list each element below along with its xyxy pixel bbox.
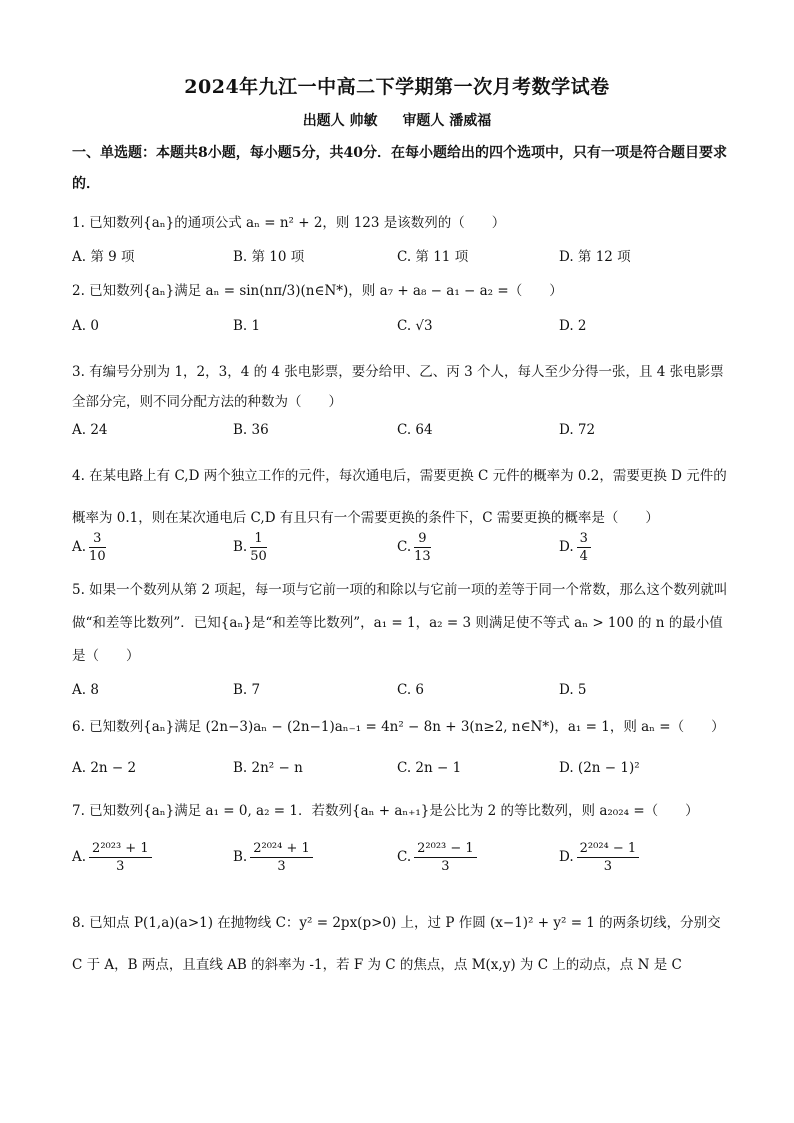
fraction xyxy=(414,530,431,565)
options-3 xyxy=(72,422,728,448)
question-3: 3. 有编号分别为 1，2，3，4 的 4 张电影票，要分给甲、乙、丙 3 个人，每人至少分得一张，且 4 张电影票全部分完，则不同分配方法的种数为（ ） xyxy=(72,364,724,410)
option-d: D. (2n − 1)² xyxy=(559,760,640,776)
denominator: 4 xyxy=(579,549,588,564)
options-1 xyxy=(72,245,728,271)
numerator: 1 xyxy=(250,530,267,548)
numerator: 2²⁰²⁴ + 1 xyxy=(250,840,313,858)
option-d: D. 72 xyxy=(559,422,596,438)
denominator: 13 xyxy=(414,549,431,564)
denominator: 3 xyxy=(603,859,613,874)
option-d xyxy=(559,530,594,565)
option-a: A. 8 xyxy=(72,682,99,698)
option-c xyxy=(397,530,434,565)
option-b: B. 1 xyxy=(233,318,261,334)
denominator: 10 xyxy=(89,549,106,564)
question-6: 6. 已知数列{aₙ}满足 (2n−3)aₙ − (2n−1)aₙ₋₁ = 4n² − 8n + 3(n≥2, n∈N*)，a₁ = 1，则 aₙ =（ ） xyxy=(72,719,725,735)
option-d: D. 第 12 项 xyxy=(559,249,631,265)
option-c: C. 64 xyxy=(397,422,433,438)
numerator: 2²⁰²⁴ − 1 xyxy=(577,840,640,858)
option-label: C. xyxy=(397,849,412,865)
question-2: 2. 已知数列{aₙ}满足 aₙ = sin(nπ/3)(n∈N*)，则 a₇ + a₈ − a₁ − a₂ =（ ） xyxy=(72,283,563,299)
numerator: 2²⁰²³ − 1 xyxy=(414,840,477,858)
option-a: A. 0 xyxy=(72,318,99,334)
fraction xyxy=(89,840,152,875)
denominator: 50 xyxy=(250,549,267,564)
numerator: 2²⁰²³ + 1 xyxy=(89,840,152,858)
section-heading: 一、单选题：本题共8小题，每小题5分，共40分．在每小题给出的四个选项中，只有一项是符合题目要求的． xyxy=(72,145,727,192)
numerator: 3 xyxy=(577,530,591,548)
option-label: D. xyxy=(559,539,574,555)
option-c xyxy=(397,840,480,875)
options-6 xyxy=(72,760,728,786)
option-d: D. 5 xyxy=(559,682,587,698)
option-a: A. 2n − 2 xyxy=(72,760,137,776)
denominator: 3 xyxy=(441,859,450,874)
exam-authors xyxy=(0,110,794,130)
option-b: B. 2n² − n xyxy=(233,760,303,776)
fraction xyxy=(577,530,591,565)
option-b: B. 第 10 项 xyxy=(233,249,305,265)
numerator: 3 xyxy=(89,530,106,548)
option-label: D. xyxy=(559,849,574,865)
option-d xyxy=(559,840,642,875)
option-a xyxy=(72,530,109,565)
option-label: A. xyxy=(72,849,87,865)
question-1: 1. 已知数列{aₙ}的通项公式 aₙ = n² + 2，则 123 是该数列的（ ） xyxy=(72,215,506,231)
option-a: A. 24 xyxy=(72,422,108,438)
exam-title: 2024年九江一中高二下学期第一次月考数学试卷 xyxy=(184,76,610,98)
option-b: B. 36 xyxy=(233,422,269,438)
option-label: B. xyxy=(233,539,248,555)
option-label: C. xyxy=(397,539,412,555)
fraction xyxy=(250,840,313,875)
fraction xyxy=(577,840,640,875)
options-7 xyxy=(72,840,728,884)
option-b: B. 7 xyxy=(233,682,261,698)
option-c: C. 2n − 1 xyxy=(397,760,462,776)
fraction xyxy=(250,530,267,565)
options-2 xyxy=(72,318,728,344)
fraction xyxy=(89,530,106,565)
question-4: 4. 在某电路上有 C,D 两个独立工作的元件，每次通电后，需要更换 C 元件的概率为 0.2，需要更换 D 元件的概率为 0.1，则在某次通电后 C,D 有且只有一个需要更换的条件下，C 需要更换的概率是（ ） xyxy=(72,468,727,526)
options-5 xyxy=(72,682,728,708)
question-8: 8. 已知点 P(1,a)(a>1) 在抛物线 C：y² = 2px(p>0) 上，过 P 作圆 (x−1)² + y² = 1 的两条切线，分别交 C 于 A，B 两点，且直线 AB 的斜率为 -1，若 F 为 C 的焦点，点 M(x,y) 为 C 上的动点，点 N 是 C xyxy=(72,915,721,973)
option-label: A. xyxy=(72,539,87,555)
options-4 xyxy=(72,530,728,570)
option-c: C. 6 xyxy=(397,682,425,698)
question-7: 7. 已知数列{aₙ}满足 a₁ = 0, a₂ = 1．若数列{aₙ + aₙ₊₁}是公比为 2 的等比数列，则 a₂₀₂₄ =（ ） xyxy=(72,803,699,819)
option-label: B. xyxy=(233,849,248,865)
option-c: C. √3 xyxy=(397,318,433,334)
numerator: 9 xyxy=(414,530,431,548)
option-b xyxy=(233,840,316,875)
setter: 出题人 帅敏 xyxy=(302,113,378,129)
question-5: 5. 如果一个数列从第 2 项起，每一项与它前一项的和除以与它前一项的差等于同一个常数，那么这个数列就叫做“和差等比数列”．已知{aₙ}是“和差等比数列”，a₁ = 1，a₂ = 3 则满足使不等式 aₙ > 100 的 n 的最小值是（ ） xyxy=(72,582,728,664)
reviewer: 审题人 潘威福 xyxy=(402,113,492,129)
denominator: 3 xyxy=(116,859,125,874)
option-a xyxy=(72,840,155,875)
denominator: 3 xyxy=(277,859,286,874)
option-a: A. 第 9 项 xyxy=(72,249,135,265)
option-b xyxy=(233,530,270,565)
option-c: C. 第 11 项 xyxy=(397,249,469,265)
fraction xyxy=(414,840,477,875)
option-d: D. 2 xyxy=(559,318,587,334)
